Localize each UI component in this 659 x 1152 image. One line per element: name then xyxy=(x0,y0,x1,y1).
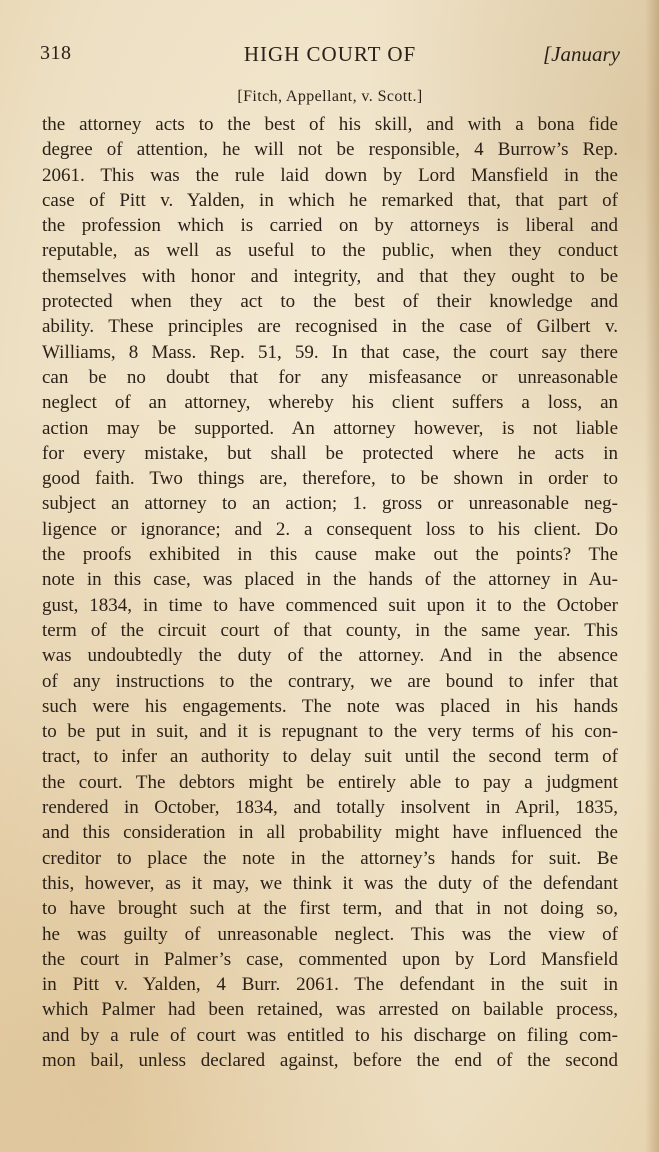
text-line: which Palmer had been retained, was arrested on bailable process, xyxy=(42,999,618,1021)
text-line: he was guilty of unreasonable neglect. This was the view of xyxy=(42,923,618,945)
text-line: themselves with honor and integrity, and that they ought to be xyxy=(42,265,618,287)
text-line: and by a rule of court was entitled to his discharge on filing com- xyxy=(42,1024,618,1046)
text-line: action may be supported. An attorney however, is not liable xyxy=(42,417,618,439)
text-line: note in this case, was placed in the hands of the attorney in Au- xyxy=(42,569,618,591)
text-line: ability. These principles are recognised in the case of Gilbert v. xyxy=(42,316,618,338)
text-line: to be put in suit, and it is repugnant to the very terms of his con- xyxy=(42,721,618,743)
running-header xyxy=(40,40,620,72)
text-line: creditor to place the note in the attorney’s hands for suit. Be xyxy=(42,847,618,869)
text-line: gust, 1834, in time to have commenced suit upon it to the October xyxy=(42,594,618,616)
text-line: degree of attention, he will not be responsible, 4 Burrow’s Rep. xyxy=(42,139,618,161)
text-line: of any instructions to the contrary, we are bound to infer that xyxy=(42,670,618,692)
text-line: the court. The debtors might be entirely able to pay a judgment xyxy=(42,771,618,793)
text-line: the profession which is carried on by attorneys is liberal and xyxy=(42,215,618,237)
text-line: good faith. Two things are, therefore, to be shown in order to xyxy=(42,468,618,490)
text-line: ligence or ignorance; and 2. a consequent loss to his client. Do xyxy=(42,518,618,540)
text-line: the court in Palmer’s case, commented upon by Lord Mansfield xyxy=(42,948,618,970)
text-line: Williams, 8 Mass. Rep. 51, 59. In that case, the court say there xyxy=(42,341,618,363)
text-line: this, however, as it may, we think it was the duty of the defendant xyxy=(42,872,618,894)
body-text xyxy=(42,112,618,1073)
text-line: tract, to infer an authority to delay suit until the second term of xyxy=(42,746,618,768)
page-edge-shadow xyxy=(645,0,659,1152)
text-line: and this consideration in all probability might have influenced the xyxy=(42,822,618,844)
running-title: HIGH COURT OF xyxy=(243,42,417,66)
text-line: was undoubtedly the duty of the attorney. And in the absence xyxy=(42,645,618,667)
text-line: such were his engagements. The note was placed in his hands xyxy=(42,695,618,717)
case-caption: [Fitch, Appellant, v. Scott.] xyxy=(237,88,423,105)
text-line: rendered in October, 1834, and totally insolvent in April, 1835, xyxy=(42,797,618,819)
text-line: in Pitt v. Yalden, 4 Burr. 2061. The defendant in the suit in xyxy=(42,974,618,996)
text-line: subject an attorney to an action; 1. gross or unreasonable neg- xyxy=(42,493,618,515)
text-line: can be no doubt that for any misfeasance or unreasonable xyxy=(42,366,618,388)
text-line: mon bail, unless declared against, before the end of the second xyxy=(42,1049,618,1071)
text-line: neglect of an attorney, whereby his client suffers a loss, an xyxy=(42,392,618,414)
text-line: the proofs exhibited in this cause make out the points? The xyxy=(42,544,618,566)
text-line: reputable, as well as useful to the public, when they conduct xyxy=(42,240,618,262)
text-line: the attorney acts to the best of his skill, and with a bona fide xyxy=(42,114,618,135)
text-line: protected when they act to the best of their knowledge and xyxy=(42,291,618,313)
text-line: term of the circuit court of that county, in the same year. This xyxy=(42,619,618,641)
text-line: 2061. This was the rule laid down by Lord Mansfield in the xyxy=(42,164,618,186)
text-line: to have brought such at the first term, and that in not doing so, xyxy=(42,898,618,920)
running-date: [January xyxy=(543,42,620,66)
text-line: for every mistake, but shall be protected where he acts in xyxy=(42,442,618,464)
page-number: 318 xyxy=(40,42,72,64)
text-line: case of Pitt v. Yalden, in which he remarked that, that part of xyxy=(42,189,618,211)
